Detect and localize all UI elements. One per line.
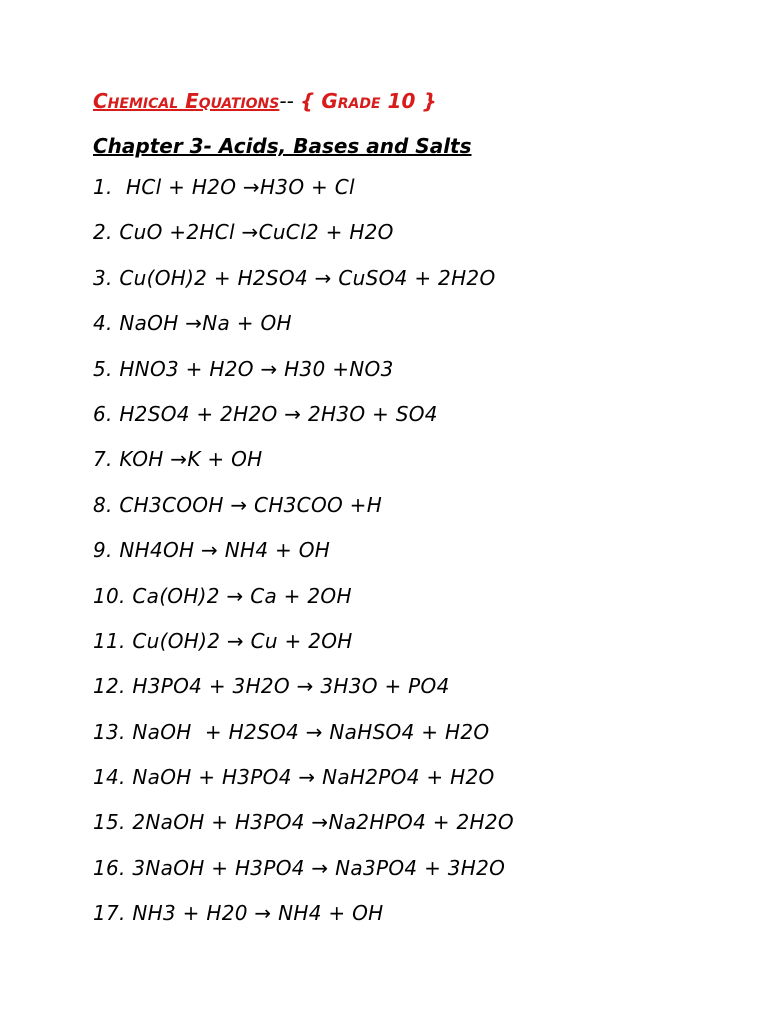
equation-number: 1. bbox=[93, 175, 113, 199]
equation-number: 3. bbox=[93, 265, 113, 290]
equation-products: CuSO4 + 2H2O bbox=[331, 265, 496, 290]
equation-number: 5. bbox=[93, 356, 113, 381]
equation-item bbox=[93, 664, 733, 709]
equation-reactants: NaOH bbox=[112, 311, 186, 336]
right-arrow-icon: → bbox=[284, 401, 302, 426]
equation-item bbox=[93, 301, 733, 346]
equation-reactants: KOH bbox=[112, 447, 171, 472]
equation-number: 14. bbox=[93, 765, 126, 790]
right-arrow-icon: → bbox=[230, 492, 248, 517]
equation-number: 4. bbox=[93, 311, 113, 336]
right-arrow-icon: → bbox=[311, 810, 329, 835]
equation-item bbox=[93, 528, 733, 573]
title-main: Chemical Equations bbox=[93, 89, 280, 113]
equation-reactants: 3NaOH + H3PO4 bbox=[125, 855, 312, 880]
equation-item bbox=[93, 755, 733, 800]
right-arrow-icon: → bbox=[260, 356, 278, 381]
right-arrow-icon: → bbox=[296, 674, 314, 699]
equation-products: K + OH bbox=[187, 447, 263, 472]
equation-reactants: H3PO4 + 3H2O bbox=[125, 674, 297, 699]
title-grade: { Grade 10 } bbox=[300, 89, 437, 113]
equation-list bbox=[93, 165, 733, 937]
equation-item bbox=[93, 800, 733, 845]
equation-number: 8. bbox=[93, 492, 113, 517]
equation-item bbox=[93, 347, 733, 392]
equation-products: 2H3O + SO4 bbox=[301, 401, 438, 426]
equation-products: NH4 + OH bbox=[271, 901, 384, 926]
right-arrow-icon: → bbox=[242, 175, 260, 199]
equation-item bbox=[93, 891, 733, 936]
equation-reactants: NH3 + H20 bbox=[125, 901, 255, 926]
equation-item bbox=[93, 846, 733, 891]
equation-item bbox=[93, 437, 733, 482]
equation-products: Ca + 2OH bbox=[243, 583, 352, 608]
right-arrow-icon: → bbox=[254, 901, 272, 926]
equation-number: 17. bbox=[93, 901, 126, 926]
equation-products: NH4 + OH bbox=[218, 538, 331, 563]
equation-products: Na2HPO4 + 2H2O bbox=[328, 810, 514, 835]
equation-number: 9. bbox=[93, 538, 113, 563]
equation-reactants: CuO +2HCl bbox=[112, 220, 242, 245]
equation-item bbox=[93, 574, 733, 619]
equation-reactants: NaOH + H2SO4 bbox=[125, 719, 306, 744]
equation-products: CH3COO +H bbox=[247, 492, 383, 517]
equation-reactants: CH3COOH bbox=[112, 492, 231, 517]
equation-number: 7. bbox=[93, 447, 113, 472]
document-title bbox=[93, 84, 733, 118]
right-arrow-icon: → bbox=[311, 855, 329, 880]
equation-products: Na3PO4 + 3H2O bbox=[328, 855, 506, 880]
equation-item bbox=[93, 210, 733, 255]
right-arrow-icon: → bbox=[241, 220, 259, 245]
equation-number: 15. bbox=[93, 810, 126, 835]
equation-products: 3H3O + PO4 bbox=[313, 674, 450, 699]
equation-item bbox=[93, 392, 733, 437]
equation-number: 2. bbox=[93, 220, 113, 245]
equation-reactants: HNO3 + H2O bbox=[112, 356, 261, 381]
equation-number: 16. bbox=[93, 855, 126, 880]
equation-reactants: Cu(OH)2 + H2SO4 bbox=[112, 265, 315, 290]
equation-reactants: Cu(OH)2 bbox=[125, 628, 227, 653]
equation-products: Cu + 2OH bbox=[243, 628, 353, 653]
right-arrow-icon: → bbox=[226, 583, 244, 608]
document-page bbox=[93, 84, 733, 937]
right-arrow-icon: → bbox=[305, 719, 323, 744]
equation-products: NaH2PO4 + H2O bbox=[315, 765, 495, 790]
equation-number: 13. bbox=[93, 719, 126, 744]
equation-item bbox=[93, 483, 733, 528]
equation-products: H30 +NO3 bbox=[277, 356, 394, 381]
right-arrow-icon: → bbox=[314, 265, 332, 290]
equation-reactants: HCl + H2O bbox=[112, 175, 243, 199]
equation-reactants: NaOH + H3PO4 bbox=[125, 765, 299, 790]
right-arrow-icon: → bbox=[185, 311, 203, 336]
right-arrow-icon: → bbox=[170, 447, 188, 472]
equation-products: NaHSO4 + H2O bbox=[322, 719, 490, 744]
equation-reactants: NH4OH bbox=[112, 538, 202, 563]
chapter-heading: Chapter 3- Acids, Bases and Salts bbox=[93, 134, 472, 158]
right-arrow-icon: → bbox=[201, 538, 219, 563]
equation-reactants: 2NaOH + H3PO4 bbox=[125, 810, 312, 835]
equation-item bbox=[93, 710, 733, 755]
equation-number: 11. bbox=[93, 628, 126, 653]
right-arrow-icon: → bbox=[226, 628, 244, 653]
equation-products: Na + OH bbox=[202, 311, 292, 336]
title-separator: -- bbox=[279, 89, 301, 113]
equation-products: CuCl2 + H2O bbox=[258, 220, 394, 245]
equation-number: 6. bbox=[93, 401, 113, 426]
equation-item bbox=[93, 619, 733, 664]
equation-number: 12. bbox=[93, 674, 126, 699]
equation-item bbox=[93, 256, 733, 301]
equation-products: H3O + Cl bbox=[259, 175, 355, 199]
equation-number: 10. bbox=[93, 583, 126, 608]
equation-item bbox=[93, 165, 733, 210]
equation-reactants: Ca(OH)2 bbox=[125, 583, 227, 608]
equation-reactants: H2SO4 + 2H2O bbox=[112, 401, 285, 426]
right-arrow-icon: → bbox=[298, 765, 316, 790]
